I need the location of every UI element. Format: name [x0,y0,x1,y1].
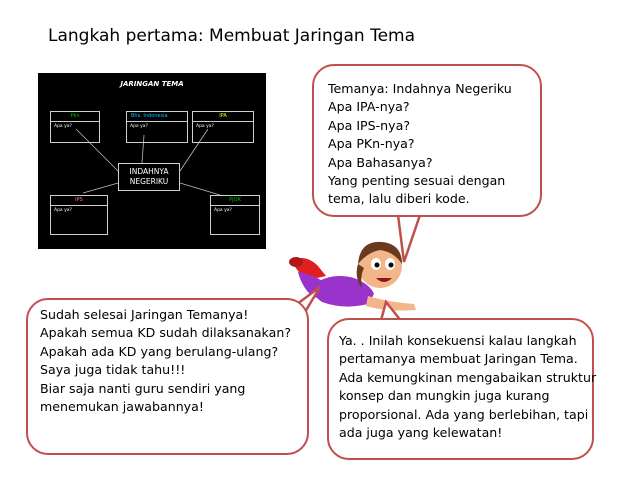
box-pkn-question: Apa ya? [54,124,72,129]
box-ips-question: Apa ya? [54,208,72,213]
center-line-2: NEGERIKU [129,177,169,186]
bubble-right-line-6: ada juga yang kelewatan! [339,425,503,441]
speech-bubble-right [327,318,597,460]
box-pkn-label: Pkn [51,112,99,122]
box-pjok [210,195,260,235]
bubble-left-line-6: menemukan jawabannya! [40,399,204,415]
bubble-top-line-7: tema, lalu diberi kode. [328,191,470,207]
box-ipa-question: Apa ya? [196,124,214,129]
bubble-top-line-5: Apa Bahasanya? [328,154,433,170]
box-pkn [50,111,100,143]
box-bhs-indonesia [126,111,188,143]
center-theme-box [118,163,180,191]
bubble-top-line-4: Apa PKn-nya? [328,136,415,152]
speech-bubble-top [312,64,542,217]
jaringan-tema-diagram [38,73,266,249]
bubble-top-line-3: Apa IPS-nya? [328,117,411,133]
bubble-left-line-3: Apakah ada KD yang berulang-ulang? [40,343,279,359]
bubble-top-line-1: Temanya: Indahnya Negeriku [328,81,512,96]
box-ips [50,195,108,235]
speech-bubble-left [26,298,309,455]
box-pjok-label: PJOK [211,196,259,206]
box-bhs-label: Bhs. Indonesia [127,112,187,122]
bubble-left-line-1: Sudah selesai Jaringan Temanya! [40,307,249,322]
bubble-left-line-5: Biar saja nanti guru sendiri yang [40,380,246,396]
box-bhs-question: Apa ya? [130,124,148,129]
bubble-right-line-3: Ada kemungkinan mengabaikan struktur [339,369,597,385]
center-line-1: INDAHNYA [129,167,169,176]
bubble-right-line-2: pertamanya membuat Jaringan Tema. [339,351,578,367]
box-ipa [192,111,254,143]
bubble-top-line-6: Yang penting sesuai dengan [328,173,506,189]
bubble-left-line-4: Saya juga tidak tahu!!! [40,362,186,378]
bubble-right-line-5: proporsional. Ada yang berlebihan, tapi [339,406,589,422]
box-pjok-question: Apa ya? [214,208,232,213]
bubble-right-line-1: Ya. . Inilah konsekuensi kalau langkah [339,333,577,348]
slide-title: Langkah pertama: Membuat Jaringan Tema [48,26,416,46]
bubble-top-line-2: Apa IPA-nya? [328,99,410,115]
box-ips-label: IPS [51,196,107,206]
bubble-right-line-4: konsep dan mungkin juga kurang [339,388,550,404]
diagram-title: JARINGAN TEMA [120,80,184,88]
box-ipa-label: IPA [193,112,253,122]
bubble-left-line-2: Apakah semua KD sudah dilaksanakan? [40,325,292,341]
